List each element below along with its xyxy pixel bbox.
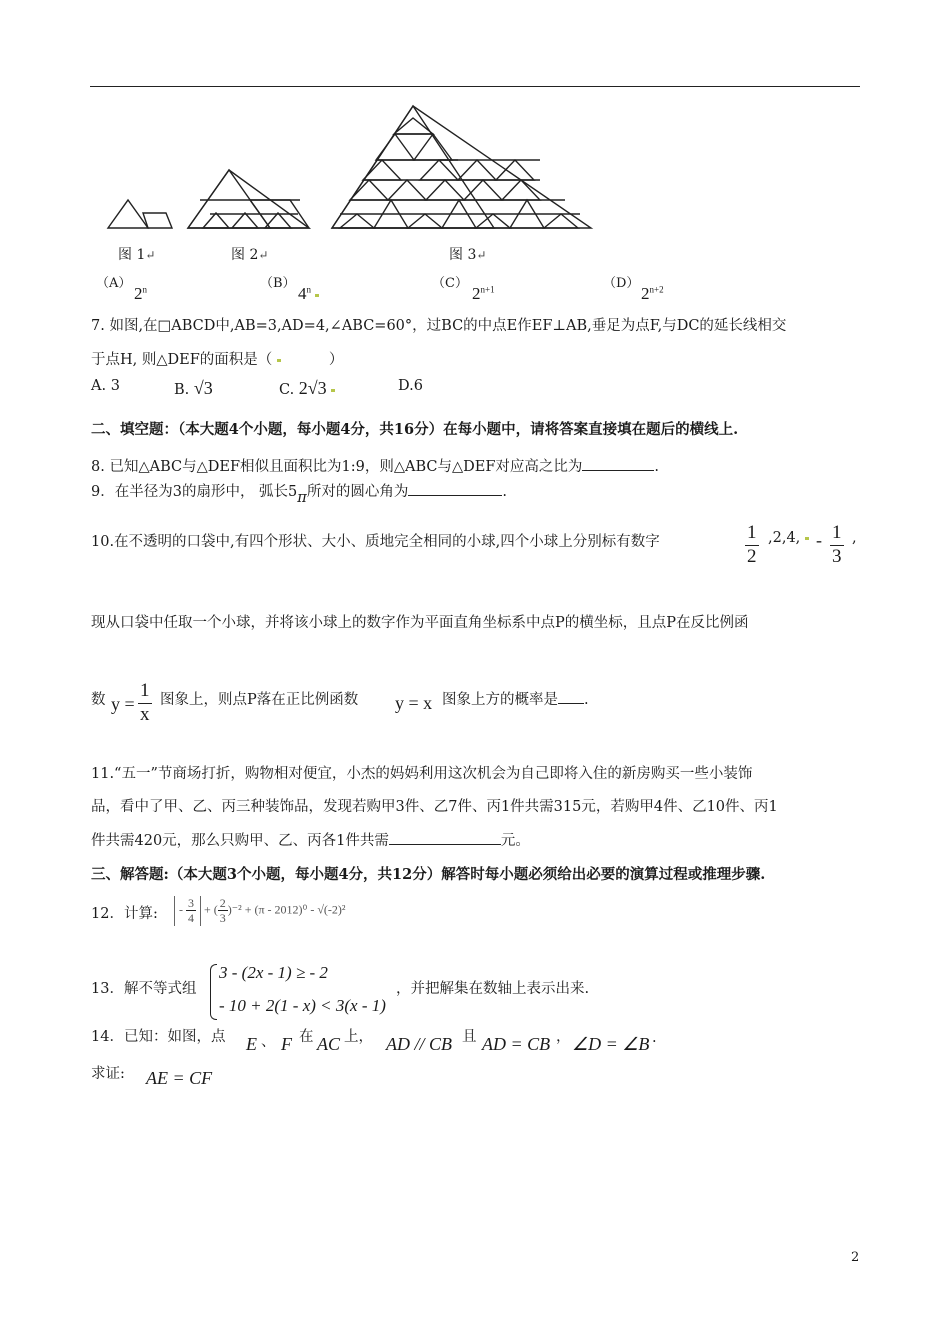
option-b-value: 4$^n$ — [298, 284, 319, 304]
q10-values: ,2,4, — [768, 530, 809, 546]
option-c-letter: （C） — [432, 276, 468, 291]
triangle-pattern-figures — [0, 0, 950, 270]
q10-y-equals: y = — [111, 694, 135, 714]
q13-inequality-1: 3 - (2x - 1) ≥ - 2 — [219, 963, 328, 982]
q13-inequality-2: - 10 + 2(1 - x) < 3(x - 1) — [219, 996, 386, 1015]
q14-end: . — [652, 1030, 657, 1046]
q14-prove-label: 求证: — [91, 1066, 125, 1082]
q9-text: 9．在半径为3的扇形中， 弧长5π所对的圆心角为 . — [91, 480, 507, 501]
pattern-figures — [0, 0, 950, 270]
q7-option-b: B. √3 — [174, 378, 213, 398]
q14-point-f: F — [281, 1034, 292, 1054]
figure-2-label: 图 2↵ — [231, 247, 269, 263]
q11-line1: 11.“五一”节商场打折，购物相对便宜，小杰的妈妈利用这次机会为自己即将入住的新房购买一些小装饰 — [91, 766, 753, 782]
section-3-heading: 三、解答题:（本大题3个小题，每小题4分，共12分）解答时每小题必须给出必要的演算过程或推理步骤. — [91, 866, 766, 883]
q14-parallel: AD // CB — [386, 1034, 452, 1054]
q14-equal-sides: AD = CB — [482, 1034, 551, 1054]
q7-line2: 于点H, 则△DEF的面积是（ ） — [91, 352, 344, 368]
figure-3-label: 图 3↵ — [449, 247, 487, 263]
option-b-letter: （B） — [260, 276, 296, 291]
option-d-letter: （D） — [603, 276, 640, 291]
q10-fraction-third: $\frac{1}{3}$ — [832, 522, 842, 567]
q10-y-equals-x: y = x — [395, 693, 433, 713]
q10-line3-prefix: 数 — [91, 692, 106, 708]
q14-equal-angles: ∠D = ∠B — [572, 1034, 650, 1054]
q12-expression: - $\frac{3}{4}$ + ( $\frac{2}{3}$ )⁻² + (π - 2012)⁰ - √(-2)² — [174, 896, 346, 926]
option-a-value: 2$^n$ — [134, 284, 147, 303]
q7-option-a: A. 3 — [91, 378, 120, 394]
q14-up: 上， — [344, 1029, 373, 1045]
page-number: 2 — [851, 1250, 860, 1265]
q14-segment-ac: AC — [317, 1034, 341, 1054]
q7-option-d: D.6 — [398, 378, 423, 394]
q13-tail: ，并把解集在数轴上表示出来. — [396, 981, 590, 997]
figure-1-label: 图 1↵ — [118, 247, 156, 263]
q10-comma: , — [852, 530, 857, 546]
q10-line3-end: 图象上方的概率是 . — [442, 688, 589, 709]
q10-line1: 10.在不透明的口袋中,有四个形状、大小、质地完全相同的小球,四个小球上分别标有数字 — [91, 534, 660, 550]
q14-point-e: E — [246, 1034, 257, 1054]
q7-line1: 7. 如图,在□ABCD中,AB=3,AD=4,∠ABC=60°，过BC的中点E作EF⊥AB,垂足为点F,与DC的延长线相交 — [91, 318, 787, 334]
q14-label: 14．已知：如图，点 — [91, 1029, 226, 1045]
q11-line3: 件共需420元，那么只购甲、乙、丙各1件共需 元。 — [91, 829, 530, 850]
q14-and: 且 — [462, 1029, 477, 1045]
q10-fraction-one-over-x: $\frac{1}{x}$ — [140, 680, 150, 725]
q11-line2: 品，看中了甲、乙、丙三种装饰品，发现若购甲3件、乙7件、丙1件共需315元，若购甲4件、乙10件、丙1 — [91, 799, 778, 815]
q14-separator: 、 — [261, 1034, 276, 1050]
q13-label: 13．解不等式组 — [91, 981, 197, 997]
section-2-heading: 二、填空题：（本大题4个小题，每小题4分，共16分）在每小题中，请将答案直接填在题后的横线上. — [91, 421, 739, 438]
marker-dot — [315, 294, 319, 297]
q7-option-c: C. 2√3 — [279, 378, 335, 399]
q10-negative-sign: - — [816, 530, 822, 550]
option-c-value: $2^{n+1}$ — [472, 284, 495, 303]
option-d-value: $2^{n+2}$ — [641, 284, 664, 303]
q12-label: 12．计算: — [91, 906, 158, 922]
q13-brace — [210, 964, 217, 1020]
q10-line3-middle: 图象上，则点P落在正比例函数 — [160, 692, 359, 708]
option-a-letter: （A） — [96, 276, 132, 291]
q14-goal: AE = CF — [146, 1068, 213, 1088]
q8-text: 8. 已知△ABC与△DEF相似且面积比为1:9，则△ABC与△DEF对应高之比为 . — [91, 455, 659, 476]
q14-on: 在 — [299, 1029, 314, 1045]
q10-fraction-half: $\frac{1}{2}$ — [747, 522, 757, 567]
q14-comma: ， — [556, 1029, 571, 1045]
q10-line2: 现从口袋中任取一个小球，并将该小球上的数字作为平面直角坐标系中点P的横坐标，且点P在反比例函 — [91, 615, 749, 631]
